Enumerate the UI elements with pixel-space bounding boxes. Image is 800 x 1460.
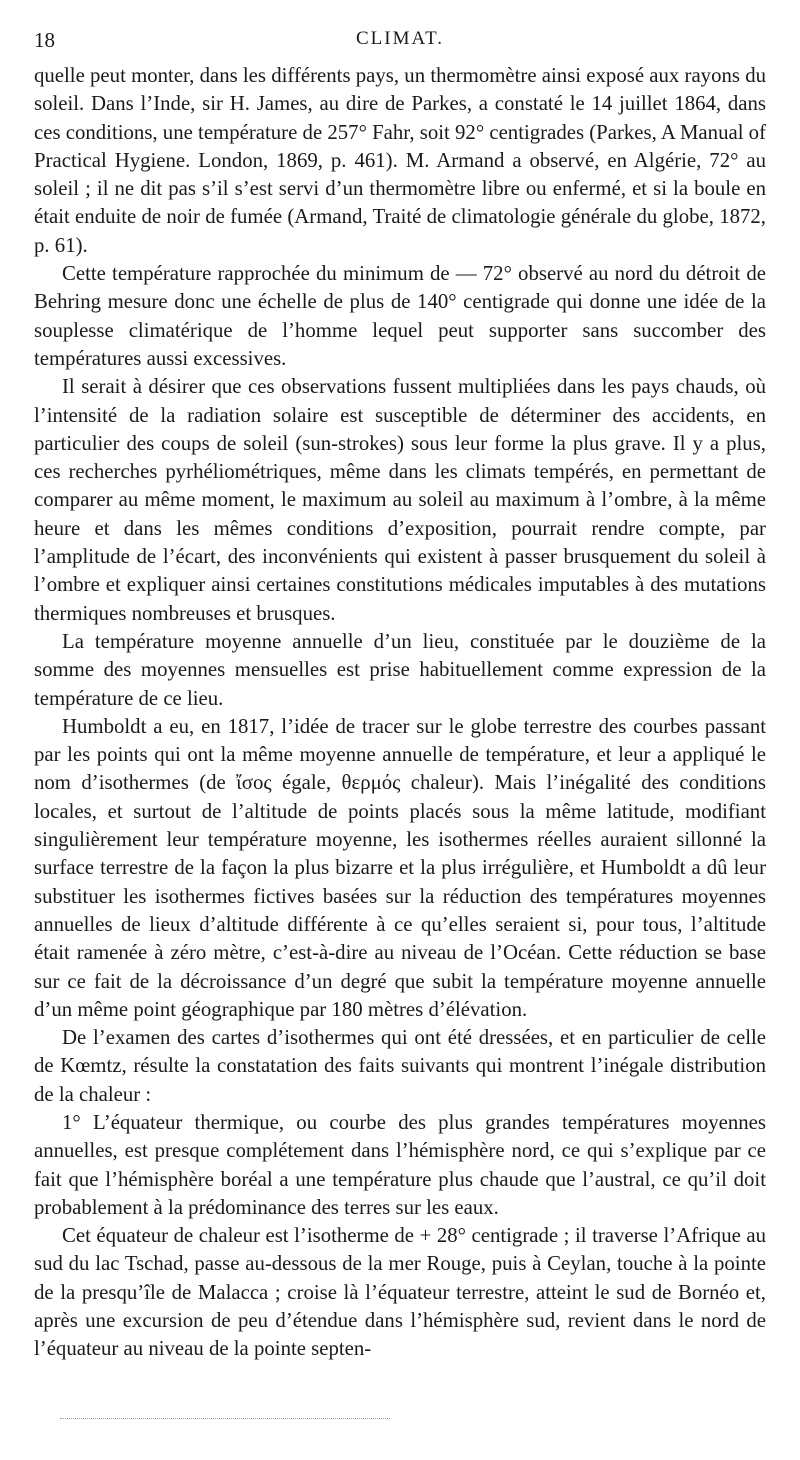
paragraph: Cet équateur de chaleur est l’isotherme de + 28° centigrade ; il traverse l’Afrique au sud du lac Tschad, passe au-dessous de la mer Rouge, puis à Ceylan, touche à la pointe de la presqu’île de Malacca ; croise là l’équateur terrestre, atteint le sud de Bornéo et, après une excursion de peu d’étendue dans l’hémisphère sud, revient dans le nord de l’équateur au niveau de la pointe septen- xyxy=(34,1224,766,1361)
paragraph: Il serait à désirer que ces observations fussent multipliées dans les pays chauds, où l’intensité de la radiation solaire est susceptible de déterminer des accidents, en particulier des coups de soleil (sun-strokes) sous leur forme la plus grave. Il y a plus, ces recherches pyrhéliométriques, même dans les climats tempérés, en permettant de comparer au même moment, le maximum au soleil au maximum à l’ombre, à la même heure et dans les mêmes conditions d’exposition, pourrait rendre compte, par l’amplitude de l’écart, des inconvénients qui existent à passer brusquement du soleil à l’ombre et expliquer ainsi certaines constitutions médicales imputables à des mutations thermiques nombreuses et brusques. xyxy=(34,375,766,625)
paragraph: Humboldt a eu, en 1817, l’idée de tracer sur le globe terrestre des courbes passant par les points qui ont la même moyenne annuelle de température, et leur a appliqué le nom d’isothermes (de ἴσος égale, θερμός chaleur). Mais l’inégalité des conditions locales, et surtout de l’altitude de points placés sous la même latitude, modifiant singulièrement leur température moyenne, les isothermes réelles auraient sillonné la surface terrestre de la façon la plus bizarre et la plus irrégulière, et Humboldt a dû leur substituer les isothermes fictives basées sur la réduction des températures moyennes annuelles de lieux d’altitude différente à ce qu’elles seraient si, pour tous, l’altitude était ramenée à zéro mètre, c’est-à-dire au niveau de l’Océan. Cette réduction se base sur ce fait de la décroissance d’un degré que subit la température moyenne annuelle d’un même point géographique par 180 mètres d’élévation. xyxy=(34,714,766,1021)
paragraph: Cette température rapprochée du minimum de — 72° observé au nord du détroit de Behring mesure donc une échelle de plus de 140° centigrade qui donne une idée de la souplesse climatérique de l’homme lequel peut supporter sans succomber des températures aussi excessives. xyxy=(34,262,766,370)
page-header xyxy=(34,28,766,58)
body-text xyxy=(34,62,766,1364)
paragraph: La température moyenne annuelle d’un lieu, constituée par le douzième de la somme des moyennes mensuelles est prise habituellement comme expression de la température de ce lieu. xyxy=(34,629,766,710)
paragraph: quelle peut monter, dans les différents pays, un thermomètre ainsi exposé aux rayons du soleil. Dans l’Inde, sir H. James, au dire de Parkes, a constaté le 14 juillet 1864, dans ces conditions, une température de 257° Fahr, soit 92° centigrades (Parkes, A Manual of Practical Hygiene. London, 1869, p. 461). M. Armand a observé, en Algérie, 72° au soleil ; il ne dit pas s’il s’est servi d’un thermomètre libre ou enfermé, et si la boule en était enduite de noir de fumée (Armand, Traité de climatologie générale du globe, 1872, p. 61). xyxy=(34,64,766,257)
paragraph: De l’examen des cartes d’isothermes qui ont été dressées, et en particulier de celle de Kœmtz, résulte la constatation des faits suivants qui montrent l’inégale distribution de la chaleur : xyxy=(34,1026,766,1106)
footer-rule xyxy=(60,1418,390,1419)
page-number: 18 xyxy=(34,28,55,52)
paragraph: 1° L’équateur thermique, ou courbe des plus grandes températures moyennes annuelles, est presque complétement dans l’hémisphère nord, ce qui s’explique par ce fait que l’hémisphère boréal a une température plus chaude que l’austral, ce qu’il doit probablement à la prédominance des terres sur les eaux. xyxy=(34,1110,766,1219)
running-head: CLIMAT. xyxy=(355,28,445,49)
